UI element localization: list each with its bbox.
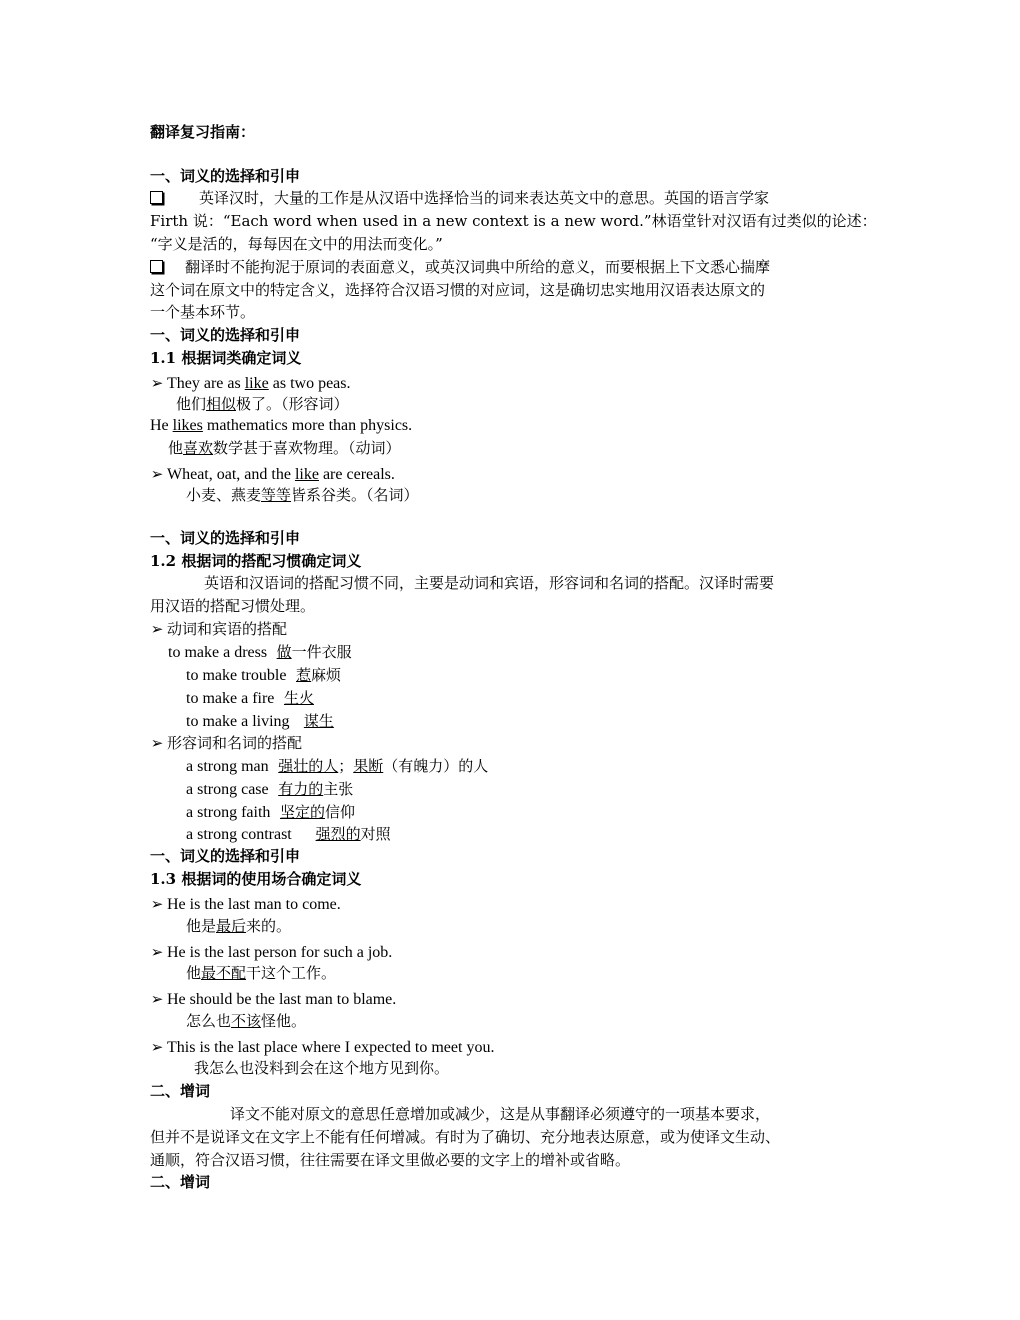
arrow-bullet-icon: ➢: [150, 465, 164, 483]
paragraph-line: 但并不是说译文在文字上不能有任何增减。有时为了确切、充分地表达原意，或为使译文生动、: [150, 1128, 781, 1146]
collocation-row: to make a living 谋生: [186, 712, 334, 730]
section-heading: 一、词义的选择和引申: [150, 847, 301, 865]
example-sentence: He likes mathematics more than physics.: [150, 417, 413, 434]
subsection-heading: 1.3 根据词的使用场合确定词义: [150, 870, 362, 888]
arrow-bullet-icon: ➢: [150, 943, 164, 961]
example-sentence: ➢ He is the last man to come.: [150, 895, 341, 913]
example-sentence: ➢ They are as like as two peas.: [150, 374, 351, 392]
example-sentence: ➢ He should be the last man to blame.: [150, 990, 397, 1008]
example-sentence: ➢ He is the last person for such a job.: [150, 943, 393, 961]
section-heading: 二、增词: [150, 1082, 211, 1100]
example-translation: 我怎么也没料到会在这个地方见到你。: [194, 1059, 450, 1077]
list-heading: ➢ 动词和宾语的搭配: [150, 620, 288, 638]
paragraph-line: 通顺，符合汉语习惯，往往需要在译文里做必要的文字上的增补或省略。: [150, 1151, 631, 1169]
paragraph-line: “字义是活的，每每因在文中的用法而变化。”: [150, 235, 443, 253]
subsection-heading: 1.2 根据词的搭配习惯确定词义: [150, 552, 362, 570]
collocation-row: a strong faith 坚定的信仰: [186, 803, 355, 821]
example-translation: 他喜欢数学甚于喜欢物理。（动词）: [168, 439, 401, 457]
paragraph-line: 一个基本环节。: [150, 303, 256, 321]
example-translation: 他是最后来的。: [186, 917, 292, 935]
example-translation: 他最不配干这个工作。: [186, 964, 337, 982]
example-translation: 怎么也不该怪他。: [186, 1012, 307, 1030]
section-heading: 二、增词: [150, 1173, 211, 1191]
paragraph-line: 英译汉时，大量的工作是从汉语中选择恰当的词来表达英文中的意思。英国的语言学家: [150, 188, 769, 208]
collocation-row: to make trouble 惹麻烦: [186, 666, 341, 684]
section-heading: 一、词义的选择和引申: [150, 326, 301, 344]
checkbox-square-icon: [150, 260, 163, 273]
checkbox-square-icon: [150, 191, 163, 204]
subsection-heading: 1.1 根据词类确定词义: [150, 349, 302, 367]
paragraph-line: 翻译时不能拘泥于原词的表面意义，或英汉词典中所给的意义，而要根据上下文悉心揣摩: [150, 257, 770, 277]
example-translation: 小麦、燕麦等等皆系谷类。（名词）: [186, 486, 419, 504]
collocation-row: a strong case 有力的主张: [186, 780, 354, 798]
example-translation: 他们相似极了。（形容词）: [176, 395, 349, 413]
arrow-bullet-icon: ➢: [150, 1038, 164, 1056]
section-heading: 一、词义的选择和引申: [150, 529, 301, 547]
arrow-bullet-icon: ➢: [150, 734, 164, 752]
paragraph-line: 译文不能对原文的意思任意增加或减少，这是从事翻译必须遵守的一项基本要求，: [230, 1105, 771, 1123]
collocation-row: to make a fire 生火: [186, 689, 314, 707]
collocation-row: a strong man 强壮的人；果断（有魄力）的人: [186, 757, 489, 775]
arrow-bullet-icon: ➢: [150, 990, 164, 1008]
example-sentence: ➢ This is the last place where I expected to meet you.: [150, 1038, 495, 1056]
example-sentence: ➢ Wheat, oat, and the like are cereals.: [150, 465, 395, 483]
paragraph-line: 用汉语的搭配习惯处理。: [150, 597, 316, 615]
arrow-bullet-icon: ➢: [150, 895, 164, 913]
paragraph-line: 英语和汉语词的搭配习惯不同，主要是动词和宾语，形容词和名词的搭配。汉译时需要: [204, 574, 775, 592]
collocation-row: a strong contrast 强烈的对照: [186, 825, 391, 843]
paragraph-line: Firth 说：“Each word when used in a new context is a new word.”林语堂针对汉语有过类似的论述：: [150, 212, 877, 230]
doc-title: 翻译复习指南：: [150, 123, 256, 141]
arrow-bullet-icon: ➢: [150, 374, 164, 392]
paragraph-line: 这个词在原文中的特定含义，选择符合汉语习惯的对应词，这是确切忠实地用汉语表达原文的: [150, 281, 766, 299]
section-heading: 一、词义的选择和引申: [150, 167, 301, 185]
list-heading: ➢ 形容词和名词的搭配: [150, 734, 303, 752]
collocation-row: to make a dress 做一件衣服: [168, 643, 352, 661]
arrow-bullet-icon: ➢: [150, 620, 164, 638]
